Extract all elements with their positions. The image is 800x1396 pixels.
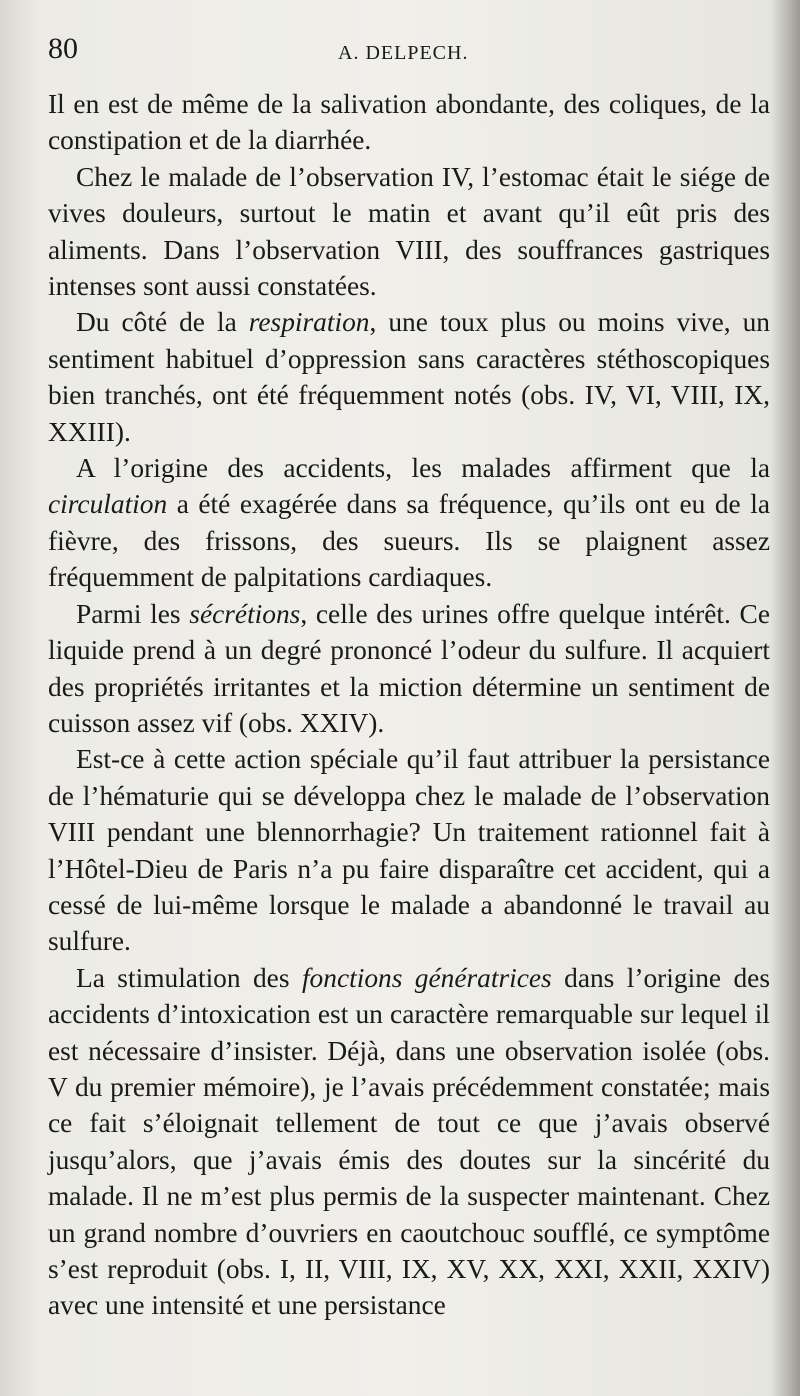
paragraph [48, 450, 770, 596]
page-header [48, 32, 752, 72]
paragraph [48, 86, 770, 159]
paragraph [48, 159, 770, 305]
text-run: , celle des urines offre quelque intérêt. Ce liquide prend à un degré prononcé l’odeur du sulfure. Il acquiert des propriétés irritantes et la miction détermine un sentiment de cuisson assez vif (obs. XXIV). [48, 598, 770, 738]
italic-term: respiration [248, 307, 370, 338]
text-run: a été exagérée dans sa fréquence, qu’ils ont eu de la fièvre, des frissons, des sueurs. Ils se plaignent assez fréquemment de palpitations cardiaques. [48, 489, 770, 593]
text-run: A l’origine des accidents, les malades affirment que la [76, 453, 770, 484]
text-run: , une toux plus ou moins vive, un sentiment habituel d’oppression sans caractères stéthoscopiques bien tranchés, ont été fréquemment notés (obs. IV, VI, VIII, IX, XXIII). [48, 307, 770, 447]
body-text [48, 86, 770, 1324]
text-run: Chez le malade de l’observation IV, l’estomac était le siége de vives douleurs, surtout le matin et avant qu’il eût pris des aliments. Dans l’observation VIII, des souffrances gastriques intenses sont aussi constatées. [48, 161, 770, 302]
running-head: A. DELPECH. [338, 42, 469, 64]
paragraph [48, 741, 770, 959]
paragraph [48, 960, 770, 1324]
text-run: Du côté de la [76, 307, 249, 338]
italic-term: sécrétions [189, 598, 301, 629]
italic-term: fonctions génératrices [301, 962, 552, 993]
page-number: 80 [48, 32, 78, 65]
paragraph [48, 304, 770, 450]
text-run: Parmi les [76, 598, 190, 629]
paragraph [48, 596, 770, 742]
text-run: Il en est de même de la salivation abondante, des coliques, de la constipation et de la diarrhée. [48, 89, 770, 156]
italic-term: circulation [48, 489, 168, 520]
text-run: dans l’origine des accidents d’intoxication est un caractère remarquable sur lequel il est nécessaire d’insister. Déjà, dans une observation isolée (obs. V du premier mémoire), je l’avais précédemment constatée; mais ce fait s’éloignait tellement de tout ce que j’avais observé jusqu’alors, que j’avais émis des doutes sur la sincérité du malade. Il ne m’est plus permis de la suspecter maintenant. Chez un grand nombre d’ouvriers en caoutchouc soufflé, ce symptôme s’est reproduit (obs. I, II, VIII, IX, XV, XX, XXI, XXII, XXIV) avec une intensité et une persistance [48, 962, 771, 1321]
text-run: Est-ce à cette action spéciale qu’il faut attribuer la persistance de l’hématurie qui se développa chez le malade de l’observation VIII pendant une blennorrhagie? Un traitement rationnel fait à l’Hôtel-Dieu de Paris n’a pu faire disparaître cet accident, qui a cessé de lui-même lorsque le malade a abandonné le travail au sulfure. [48, 744, 770, 957]
text-run: La stimulation des [76, 962, 302, 993]
